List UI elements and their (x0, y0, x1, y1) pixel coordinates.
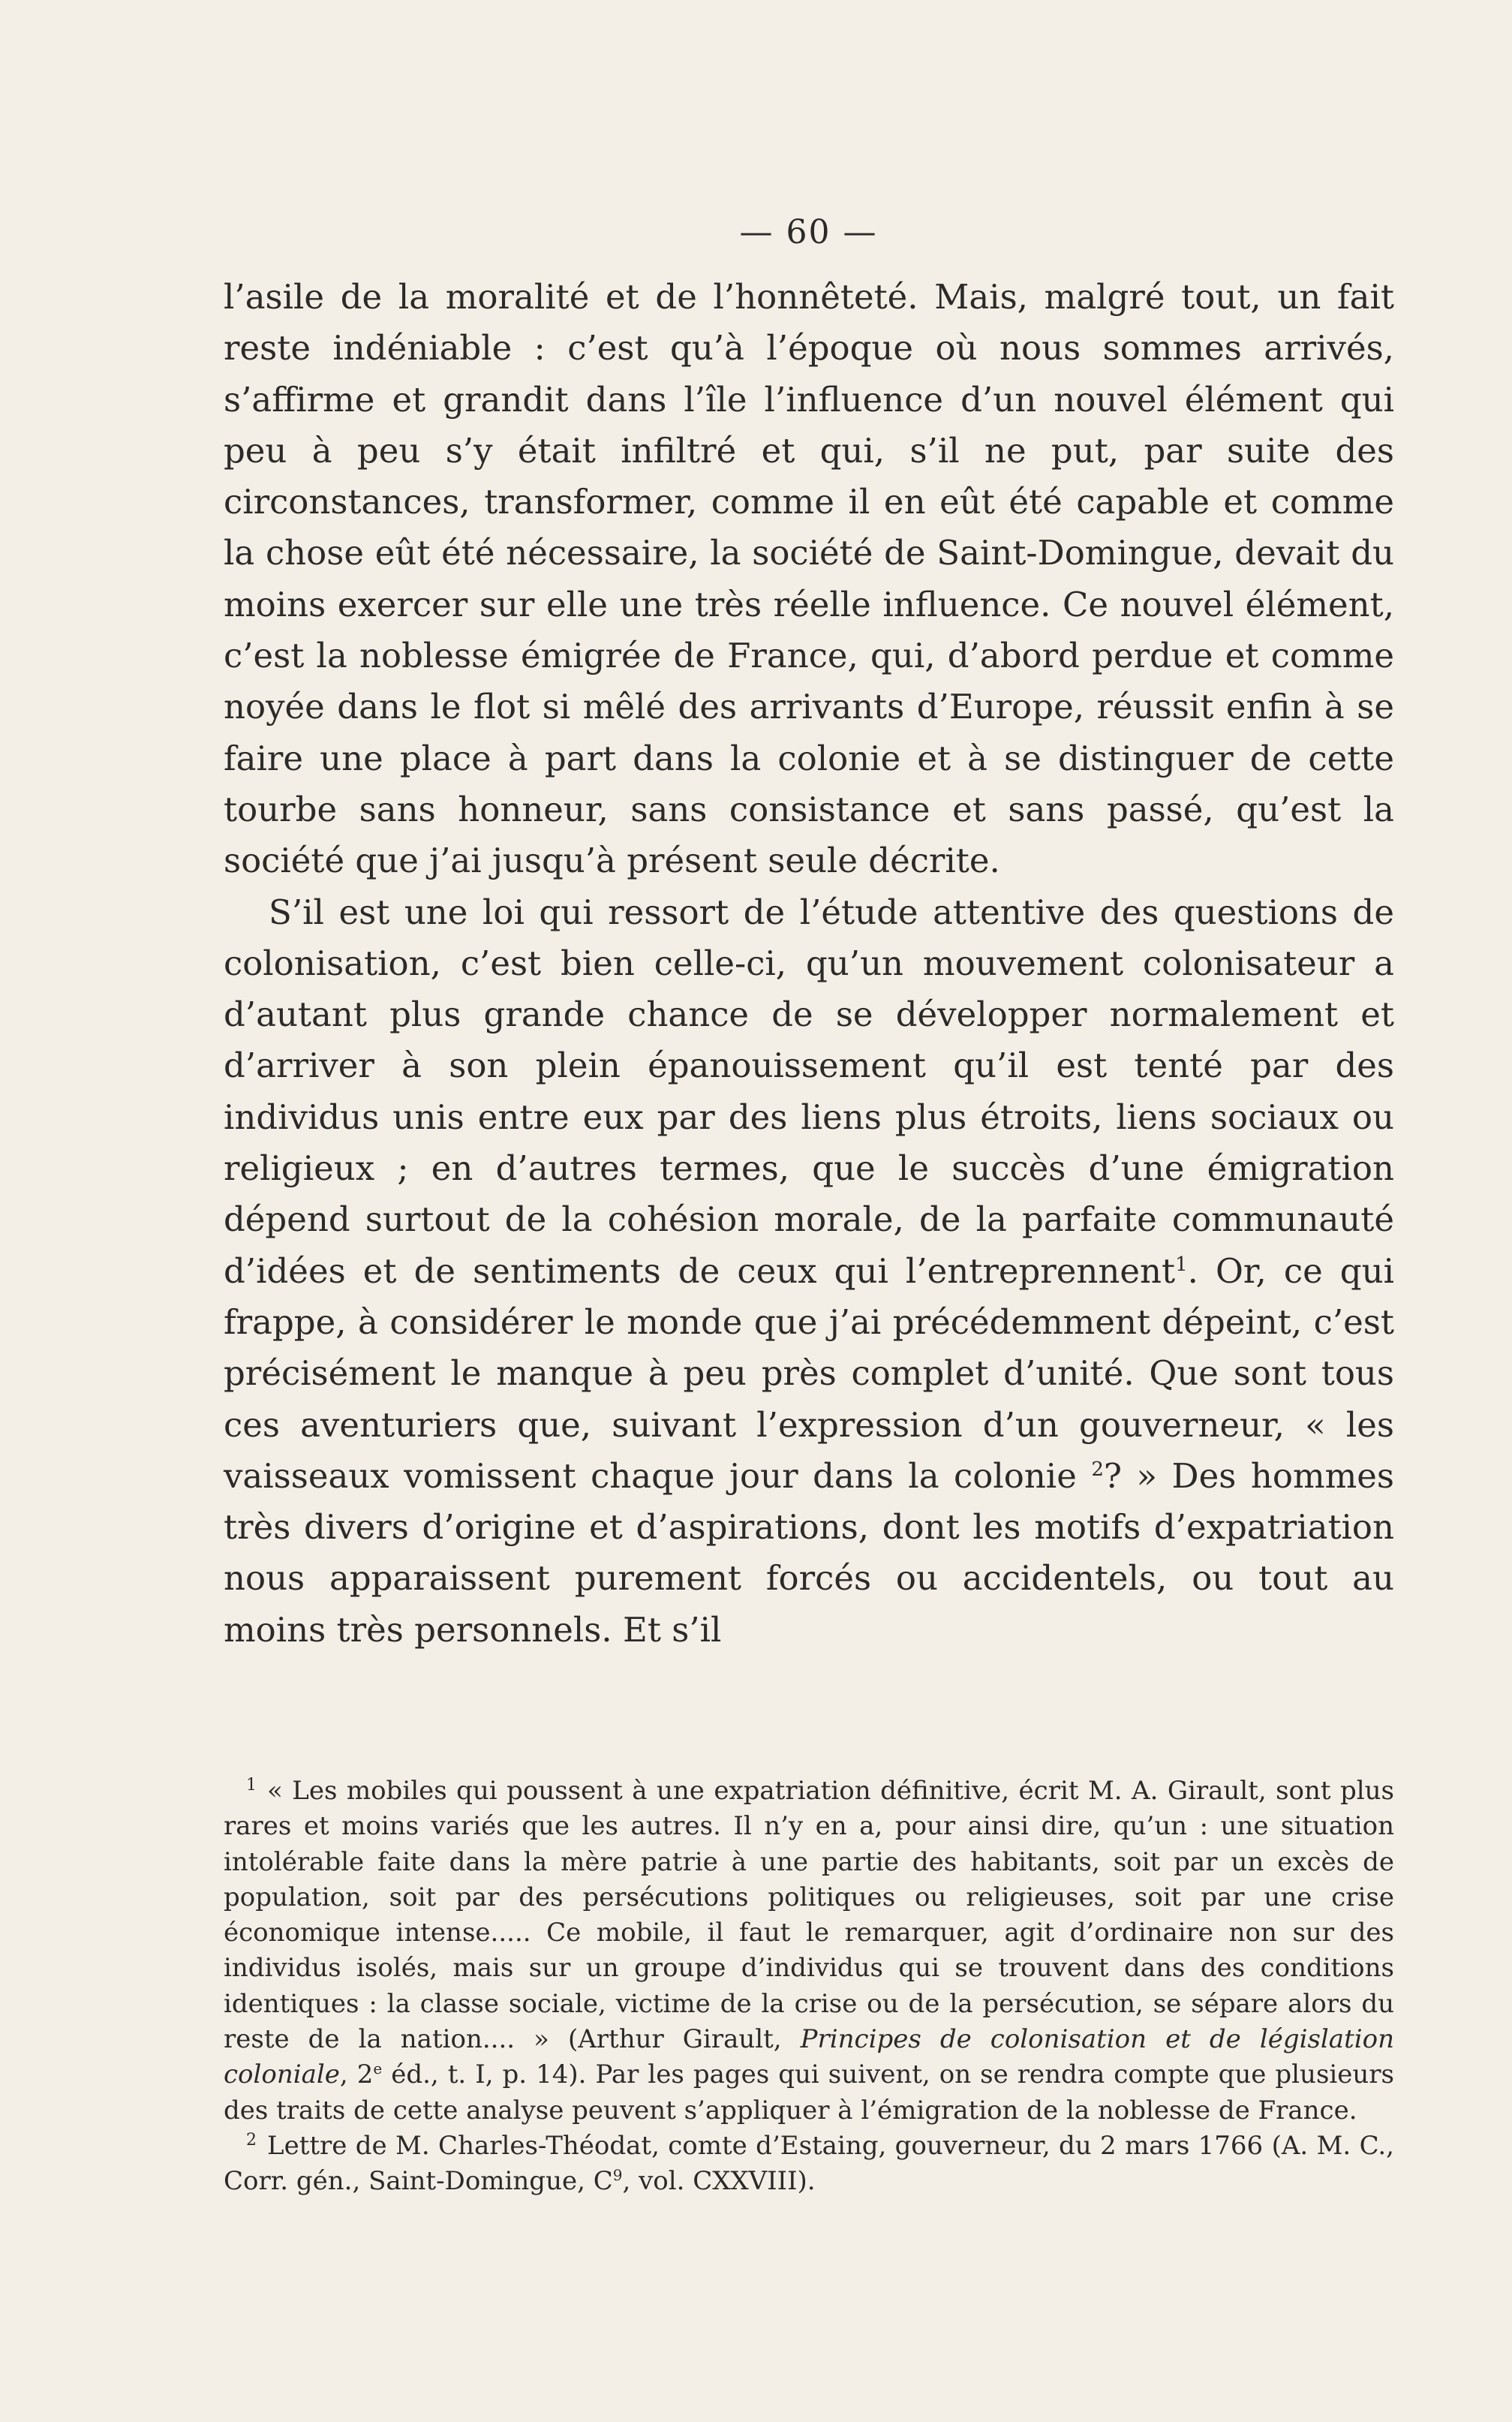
footnote-1-book-title: Principes de colonisation et de législation coloniale (224, 2024, 1394, 2090)
paragraph-2-part-b: . Or, ce qui frappe, à considérer le monde que j’ai précédemment dépeint, c’est précisément le manque à peu près complet d’unité. Que sont tous ces aventuriers que, suivant l’expression d’un gouverneur, « les vaisseaux vomissent chaque jour dans la colonie (224, 1250, 1394, 1496)
footnote-2-text-a: Lettre de M. Charles-Théodat, comte d’Estaing, gouverneur, du 2 mars 1766 (A. M. C., Corr. gén., Saint-Domingue, C (224, 2130, 1394, 2197)
footnote-1-edition-sup: e (373, 2059, 383, 2078)
paragraph-2-part-a: S’il est une loi qui ressort de l’étude attentive des questions de colonisation, c’est bien celle-ci, qu’un mouvement colonisateur a d’autant plus grande chance de se développer normalement et d’arriver à son plein épanouissement qu’il est tenté par des individus unis entre eux par des liens plus étroits, liens sociaux ou religieux ; en d’autres termes, que le succès d’une émigration dépend surtout de la cohésion morale, de la parfaite communauté d’idées et de sentiments de ceux qui l’entreprennent (224, 892, 1394, 1291)
footnotes (224, 1774, 1394, 2200)
footnote-ref-1[interactable]: 1 (1175, 1253, 1188, 1276)
paragraph-2 (224, 887, 1394, 1656)
paragraph-2-part-c: ? » Des hommes très divers d’origine et d’aspirations, dont les motifs d’expatriation nous apparaissent purement forcés ou accidentels, ou tout au moins très personnels. Et s’il (224, 1455, 1395, 1650)
footnote-2-sup: 9 (612, 2166, 623, 2185)
footnote-1-text-a: « Les mobiles qui poussent à une expatriation définitive, écrit M. A. Girault, sont plus rares et moins variés que les autres. Il n’y en a, pour ainsi dire, qu’un : une situation intolérable faite dans la mère patrie à une partie des habitants, soit par un excès de population, soit par des persécutions politiques ou religieuses, soit par une crise économique intense..... Ce mobile, il faut le remarquer, agit d’ordinaire non sur des individus isolés, mais sur un groupe d’individus qui se trouvent dans des conditions identiques : la classe sociale, victime de la crise ou de la persécution, se sépare alors du reste de la nation.... » (Arthur Girault, (224, 1776, 1394, 2055)
paragraph-1: l’asile de la moralité et de l’honnêteté. Mais, malgré tout, un fait reste indéniable : c’est qu’à l’époque où nous sommes arrivés, s’affirme et grandit dans l’île l’influence d’un nouvel élément qui peu à peu s’y était infiltré et qui, s’il ne put, par suite des circonstances, transformer, comme il en eût été capable et comme la chose eût été nécessaire, la société de Saint-Domingue, devait du moins exercer sur elle une très réelle influence. Ce nouvel élément, c’est la noblesse émigrée de France, qui, d’abord perdue et comme noyée dans le flot si mêlé des arrivants d’Europe, réussit enfin à se faire une place à part dans la colonie et à se distinguer de cette tourbe sans honneur, sans consistance et sans passé, qu’est la société que j’ai jusqu’à présent seule décrite. (224, 277, 1394, 881)
footnote-1-text-b: , 2 (339, 2059, 374, 2090)
footnote-1-mark: 1 (246, 1776, 257, 1795)
page-number: — 60 — (739, 213, 878, 251)
main-text (224, 272, 1394, 1656)
footnote-1-text-c: éd., t. I, p. 14). Par les pages qui suivent, on se rendra compte que plusieurs des traits de cette analyse peuvent s’appliquer à l’émigration de la noblesse de France. (224, 2059, 1394, 2126)
footnote-2-text-b: , vol. CXXVIII). (622, 2166, 816, 2197)
footnote-ref-2[interactable]: 2 (1091, 1458, 1104, 1481)
footnote-1 (224, 1774, 1394, 2129)
footnote-2-mark: 2 (246, 2130, 257, 2150)
footnote-2 (224, 2129, 1394, 2200)
